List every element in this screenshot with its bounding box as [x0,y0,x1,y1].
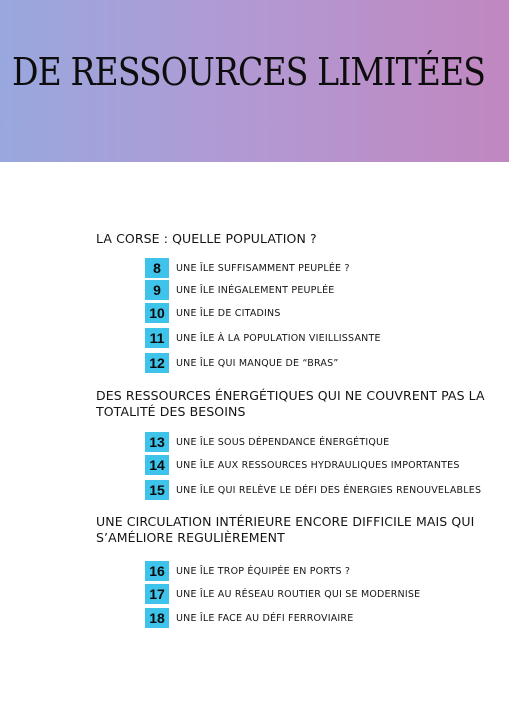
title-banner [0,0,509,162]
toc-item-label: UNE ÎLE TROP ÉQUIPÉE EN PORTS ? [176,565,351,577]
section-heading-line: UNE CIRCULATION INTÉRIEURE ENCORE DIFFICILE MAIS QUI [96,514,475,529]
toc-item-9[interactable] [145,280,335,300]
page-number-badge: 14 [145,455,169,475]
toc-item-16[interactable] [145,561,350,581]
toc-item-12[interactable] [145,353,338,373]
section-heading-population: LA CORSE : QUELLE POPULATION ? [96,231,317,246]
page-number-badge: 12 [145,353,169,373]
toc-item-label: UNE ÎLE AUX RESSOURCES HYDRAULIQUES IMPORTANTES [176,459,460,471]
toc-item-8[interactable] [145,258,350,278]
page-number-badge: 17 [145,584,169,604]
toc-item-label: UNE ÎLE QUI RELÈVE LE DÉFI DES ÉNERGIES RENOUVELABLES [176,484,482,496]
page-number-badge: 13 [145,432,169,452]
toc-item-15[interactable] [145,480,481,500]
toc-item-13[interactable] [145,432,389,452]
toc-item-label: UNE ÎLE DE CITADINS [176,307,281,319]
toc-item-label: UNE ÎLE SUFFISAMMENT PEUPLÉE ? [176,262,350,274]
toc-item-11[interactable] [145,328,381,348]
toc-item-17[interactable] [145,584,420,604]
section-heading-energy [96,388,485,420]
page-number-badge: 9 [145,280,169,300]
page-title: DE RESSOURCES LIMITÉES [12,50,486,94]
page-number-badge: 10 [145,303,169,323]
section-heading-circulation [96,514,474,546]
section-heading-line: TOTALITÉ DES BESOINS [96,404,246,419]
page-number-badge: 18 [145,608,169,628]
toc-item-label: UNE ÎLE FACE AU DÉFI FERROVIAIRE [176,612,354,624]
toc-item-label: UNE ÎLE À LA POPULATION VIEILLISSANTE [176,332,381,344]
toc-item-10[interactable] [145,303,281,323]
page-number-badge: 11 [145,328,169,348]
section-heading-line: S’AMÉLIORE REGULIÈREMENT [96,530,285,545]
toc-item-label: UNE ÎLE SOUS DÉPENDANCE ÉNERGÉTIQUE [176,436,390,448]
page-number-badge: 8 [145,258,169,278]
toc-item-14[interactable] [145,455,460,475]
page-number-badge: 15 [145,480,169,500]
toc-item-label: UNE ÎLE INÉGALEMENT PEUPLÉE [176,284,335,296]
toc-item-label: UNE ÎLE AU RÉSEAU ROUTIER QUI SE MODERNISE [176,588,421,600]
toc-item-label: UNE ÎLE QUI MANQUE DE “BRAS” [176,357,339,369]
page-number-badge: 16 [145,561,169,581]
toc-item-18[interactable] [145,608,353,628]
section-heading-line: DES RESSOURCES ÉNERGÉTIQUES QUI NE COUVRENT PAS LA [96,388,485,403]
